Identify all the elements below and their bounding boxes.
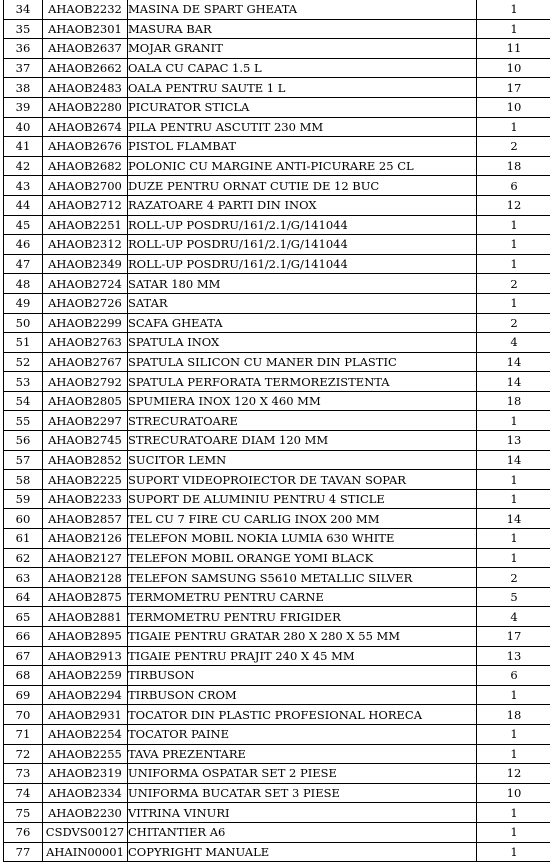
- item-name-cell: TIRBUSON CROM: [128, 685, 477, 705]
- row-number-cell: 46: [4, 235, 43, 255]
- quantity-cell: 14: [477, 450, 550, 470]
- row-number-cell: 45: [4, 215, 43, 235]
- row-number-cell: 70: [4, 705, 43, 725]
- row-number-cell: 66: [4, 627, 43, 647]
- item-name-cell: CHITANTIER A6: [128, 822, 477, 842]
- table-row: [4, 450, 550, 470]
- item-code-cell: AHAOB2857: [43, 509, 128, 529]
- item-code-cell: AHAOB2233: [43, 489, 128, 509]
- item-name-cell: OALA PENTRU SAUTE 1 L: [128, 78, 477, 98]
- quantity-cell: 13: [477, 431, 550, 451]
- item-code-cell: AHAOB2301: [43, 19, 128, 39]
- row-number-cell: 38: [4, 78, 43, 98]
- item-code-cell: AHAOB2682: [43, 156, 128, 176]
- row-number-cell: 36: [4, 39, 43, 59]
- item-code-cell: AHAIN00001: [43, 842, 128, 862]
- item-name-cell: TOCATOR PAINE: [128, 724, 477, 744]
- table-row: [4, 274, 550, 294]
- table-row: [4, 78, 550, 98]
- table-row: [4, 254, 550, 274]
- quantity-cell: 1: [477, 19, 550, 39]
- item-name-cell: SUPORT VIDEOPROIECTOR DE TAVAN SOPAR: [128, 470, 477, 490]
- table-row: [4, 529, 550, 549]
- item-code-cell: AHAOB2297: [43, 411, 128, 431]
- quantity-cell: 1: [477, 411, 550, 431]
- quantity-cell: 1: [477, 724, 550, 744]
- item-name-cell: TOCATOR DIN PLASTIC PROFESIONAL HORECA: [128, 705, 477, 725]
- quantity-cell: 1: [477, 254, 550, 274]
- row-number-cell: 77: [4, 842, 43, 862]
- item-name-cell: SATAR 180 MM: [128, 274, 477, 294]
- item-code-cell: AHAOB2763: [43, 333, 128, 353]
- item-code-cell: AHAOB2280: [43, 97, 128, 117]
- item-code-cell: AHAOB2128: [43, 568, 128, 588]
- quantity-cell: 2: [477, 313, 550, 333]
- row-number-cell: 56: [4, 431, 43, 451]
- item-name-cell: TAVA PREZENTARE: [128, 744, 477, 764]
- quantity-cell: 14: [477, 372, 550, 392]
- item-code-cell: AHAOB2637: [43, 39, 128, 59]
- item-code-cell: AHAOB2259: [43, 666, 128, 686]
- row-number-cell: 64: [4, 587, 43, 607]
- item-name-cell: SCAFA GHEATA: [128, 313, 477, 333]
- quantity-cell: 10: [477, 783, 550, 803]
- item-name-cell: COPYRIGHT MANUALE: [128, 842, 477, 862]
- row-number-cell: 43: [4, 176, 43, 196]
- table-row: [4, 744, 550, 764]
- quantity-cell: 4: [477, 333, 550, 353]
- item-code-cell: AHAOB2745: [43, 431, 128, 451]
- table-row: [4, 548, 550, 568]
- item-code-cell: AHAOB2126: [43, 529, 128, 549]
- item-name-cell: ROLL-UP POSDRU/161/2.1/G/141044: [128, 215, 477, 235]
- quantity-cell: 1: [477, 803, 550, 823]
- quantity-cell: 6: [477, 176, 550, 196]
- item-code-cell: AHAOB2931: [43, 705, 128, 725]
- table-row: [4, 235, 550, 255]
- row-number-cell: 76: [4, 822, 43, 842]
- item-name-cell: SPATULA INOX: [128, 333, 477, 353]
- table-row: [4, 313, 550, 333]
- item-code-cell: AHAOB2792: [43, 372, 128, 392]
- table-row: [4, 705, 550, 725]
- table-row: [4, 352, 550, 372]
- row-number-cell: 73: [4, 764, 43, 784]
- item-code-cell: AHAOB2232: [43, 0, 128, 19]
- item-name-cell: SPATULA SILICON CU MANER DIN PLASTIC: [128, 352, 477, 372]
- table-row: [4, 58, 550, 78]
- quantity-cell: 2: [477, 274, 550, 294]
- item-code-cell: AHAOB2767: [43, 352, 128, 372]
- item-code-cell: AHAOB2805: [43, 391, 128, 411]
- row-number-cell: 57: [4, 450, 43, 470]
- table-row: [4, 411, 550, 431]
- table-row: [4, 391, 550, 411]
- quantity-cell: 5: [477, 587, 550, 607]
- table-row: [4, 176, 550, 196]
- item-name-cell: MOJAR GRANIT: [128, 39, 477, 59]
- item-code-cell: AHAOB2225: [43, 470, 128, 490]
- item-name-cell: TELEFON MOBIL ORANGE YOMI BLACK: [128, 548, 477, 568]
- table-row: [4, 666, 550, 686]
- item-name-cell: TELEFON SAMSUNG S5610 METALLIC SILVER: [128, 568, 477, 588]
- quantity-cell: 6: [477, 666, 550, 686]
- quantity-cell: 1: [477, 685, 550, 705]
- row-number-cell: 68: [4, 666, 43, 686]
- item-name-cell: PILA PENTRU ASCUTIT 230 MM: [128, 117, 477, 137]
- item-name-cell: TERMOMETRU PENTRU FRIGIDER: [128, 607, 477, 627]
- item-code-cell: CSDVS00127: [43, 822, 128, 842]
- table-row: [4, 685, 550, 705]
- row-number-cell: 42: [4, 156, 43, 176]
- row-number-cell: 35: [4, 19, 43, 39]
- item-name-cell: TIRBUSON: [128, 666, 477, 686]
- item-code-cell: AHAOB2319: [43, 764, 128, 784]
- item-name-cell: SUPORT DE ALUMINIU PENTRU 4 STICLE: [128, 489, 477, 509]
- table-row: [4, 0, 550, 19]
- quantity-cell: 1: [477, 548, 550, 568]
- item-name-cell: SATAR: [128, 293, 477, 313]
- item-code-cell: AHAOB2712: [43, 195, 128, 215]
- quantity-cell: 18: [477, 391, 550, 411]
- item-name-cell: PISTOL FLAMBAT: [128, 137, 477, 157]
- quantity-cell: 17: [477, 78, 550, 98]
- table-row: [4, 587, 550, 607]
- item-name-cell: SPUMIERA INOX 120 X 460 MM: [128, 391, 477, 411]
- item-name-cell: MASURA BAR: [128, 19, 477, 39]
- item-code-cell: AHAOB2255: [43, 744, 128, 764]
- item-code-cell: AHAOB2127: [43, 548, 128, 568]
- item-name-cell: SPATULA PERFORATA TERMOREZISTENTA: [128, 372, 477, 392]
- item-name-cell: TIGAIE PENTRU GRATAR 280 X 280 X 55 MM: [128, 627, 477, 647]
- quantity-cell: 1: [477, 842, 550, 862]
- quantity-cell: 12: [477, 764, 550, 784]
- table-row: [4, 137, 550, 157]
- quantity-cell: 2: [477, 137, 550, 157]
- item-code-cell: AHAOB2913: [43, 646, 128, 666]
- item-code-cell: AHAOB2724: [43, 274, 128, 294]
- row-number-cell: 67: [4, 646, 43, 666]
- quantity-cell: 13: [477, 646, 550, 666]
- quantity-cell: 14: [477, 352, 550, 372]
- item-name-cell: DUZE PENTRU ORNAT CUTIE DE 12 BUC: [128, 176, 477, 196]
- table-row: [4, 19, 550, 39]
- item-name-cell: UNIFORMA OSPATAR SET 2 PIESE: [128, 764, 477, 784]
- quantity-cell: 1: [477, 215, 550, 235]
- item-code-cell: AHAOB2726: [43, 293, 128, 313]
- row-number-cell: 59: [4, 489, 43, 509]
- table-row: [4, 783, 550, 803]
- row-number-cell: 40: [4, 117, 43, 137]
- item-name-cell: POLONIC CU MARGINE ANTI-PICURARE 25 CL: [128, 156, 477, 176]
- item-code-cell: AHAOB2676: [43, 137, 128, 157]
- quantity-cell: 4: [477, 607, 550, 627]
- table-row: [4, 333, 550, 353]
- item-code-cell: AHAOB2483: [43, 78, 128, 98]
- quantity-cell: 1: [477, 822, 550, 842]
- item-code-cell: AHAOB2334: [43, 783, 128, 803]
- quantity-cell: 11: [477, 39, 550, 59]
- item-name-cell: TIGAIE PENTRU PRAJIT 240 X 45 MM: [128, 646, 477, 666]
- row-number-cell: 41: [4, 137, 43, 157]
- table-row: [4, 97, 550, 117]
- table-row: [4, 372, 550, 392]
- item-name-cell: UNIFORMA BUCATAR SET 3 PIESE: [128, 783, 477, 803]
- row-number-cell: 74: [4, 783, 43, 803]
- item-code-cell: AHAOB2662: [43, 58, 128, 78]
- item-code-cell: AHAOB2875: [43, 587, 128, 607]
- row-number-cell: 34: [4, 0, 43, 19]
- quantity-cell: 1: [477, 744, 550, 764]
- item-name-cell: ROLL-UP POSDRU/161/2.1/G/141044: [128, 254, 477, 274]
- quantity-cell: 1: [477, 117, 550, 137]
- row-number-cell: 65: [4, 607, 43, 627]
- item-name-cell: VITRINA VINURI: [128, 803, 477, 823]
- row-number-cell: 54: [4, 391, 43, 411]
- item-name-cell: RAZATOARE 4 PARTI DIN INOX: [128, 195, 477, 215]
- row-number-cell: 55: [4, 411, 43, 431]
- table-row: [4, 293, 550, 313]
- item-name-cell: TERMOMETRU PENTRU CARNE: [128, 587, 477, 607]
- quantity-cell: 1: [477, 529, 550, 549]
- row-number-cell: 44: [4, 195, 43, 215]
- quantity-cell: 18: [477, 705, 550, 725]
- row-number-cell: 52: [4, 352, 43, 372]
- table-row: [4, 822, 550, 842]
- row-number-cell: 61: [4, 529, 43, 549]
- table-row: [4, 470, 550, 490]
- item-code-cell: AHAOB2254: [43, 724, 128, 744]
- item-code-cell: AHAOB2294: [43, 685, 128, 705]
- table-row: [4, 764, 550, 784]
- quantity-cell: 1: [477, 470, 550, 490]
- row-number-cell: 58: [4, 470, 43, 490]
- row-number-cell: 72: [4, 744, 43, 764]
- item-name-cell: SUCITOR LEMN: [128, 450, 477, 470]
- table-row: [4, 195, 550, 215]
- item-code-cell: AHAOB2349: [43, 254, 128, 274]
- item-name-cell: TELEFON MOBIL NOKIA LUMIA 630 WHITE: [128, 529, 477, 549]
- row-number-cell: 37: [4, 58, 43, 78]
- quantity-cell: 1: [477, 293, 550, 313]
- row-number-cell: 63: [4, 568, 43, 588]
- table-row: [4, 431, 550, 451]
- row-number-cell: 51: [4, 333, 43, 353]
- quantity-cell: 14: [477, 509, 550, 529]
- item-code-cell: AHAOB2700: [43, 176, 128, 196]
- row-number-cell: 69: [4, 685, 43, 705]
- table-row: [4, 489, 550, 509]
- quantity-cell: 10: [477, 58, 550, 78]
- row-number-cell: 75: [4, 803, 43, 823]
- table-row: [4, 803, 550, 823]
- quantity-cell: 1: [477, 0, 550, 19]
- item-code-cell: AHAOB2881: [43, 607, 128, 627]
- row-number-cell: 53: [4, 372, 43, 392]
- quantity-cell: 17: [477, 627, 550, 647]
- item-code-cell: AHAOB2852: [43, 450, 128, 470]
- quantity-cell: 10: [477, 97, 550, 117]
- row-number-cell: 60: [4, 509, 43, 529]
- row-number-cell: 39: [4, 97, 43, 117]
- item-name-cell: ROLL-UP POSDRU/161/2.1/G/141044: [128, 235, 477, 255]
- item-name-cell: TEL CU 7 FIRE CU CARLIG INOX 200 MM: [128, 509, 477, 529]
- row-number-cell: 48: [4, 274, 43, 294]
- item-code-cell: AHAOB2312: [43, 235, 128, 255]
- item-code-cell: AHAOB2674: [43, 117, 128, 137]
- row-number-cell: 49: [4, 293, 43, 313]
- table-row: [4, 509, 550, 529]
- table-row: [4, 724, 550, 744]
- row-number-cell: 47: [4, 254, 43, 274]
- item-name-cell: STRECURATOARE: [128, 411, 477, 431]
- quantity-cell: 12: [477, 195, 550, 215]
- table-row: [4, 842, 550, 862]
- row-number-cell: 62: [4, 548, 43, 568]
- item-code-cell: AHAOB2895: [43, 627, 128, 647]
- item-name-cell: MASINA DE SPART GHEATA: [128, 0, 477, 19]
- table-row: [4, 156, 550, 176]
- table-row: [4, 39, 550, 59]
- item-code-cell: AHAOB2251: [43, 215, 128, 235]
- quantity-cell: 18: [477, 156, 550, 176]
- inventory-table: [3, 0, 550, 862]
- table-row: [4, 607, 550, 627]
- table-row: [4, 215, 550, 235]
- table-row: [4, 646, 550, 666]
- item-code-cell: AHAOB2299: [43, 313, 128, 333]
- table-row: [4, 568, 550, 588]
- item-name-cell: PICURATOR STICLA: [128, 97, 477, 117]
- table-row: [4, 117, 550, 137]
- item-code-cell: AHAOB2230: [43, 803, 128, 823]
- table-row: [4, 627, 550, 647]
- row-number-cell: 71: [4, 724, 43, 744]
- row-number-cell: 50: [4, 313, 43, 333]
- item-name-cell: STRECURATOARE DIAM 120 MM: [128, 431, 477, 451]
- item-name-cell: OALA CU CAPAC 1.5 L: [128, 58, 477, 78]
- quantity-cell: 2: [477, 568, 550, 588]
- quantity-cell: 1: [477, 235, 550, 255]
- inventory-table-body: [4, 0, 550, 862]
- quantity-cell: 1: [477, 489, 550, 509]
